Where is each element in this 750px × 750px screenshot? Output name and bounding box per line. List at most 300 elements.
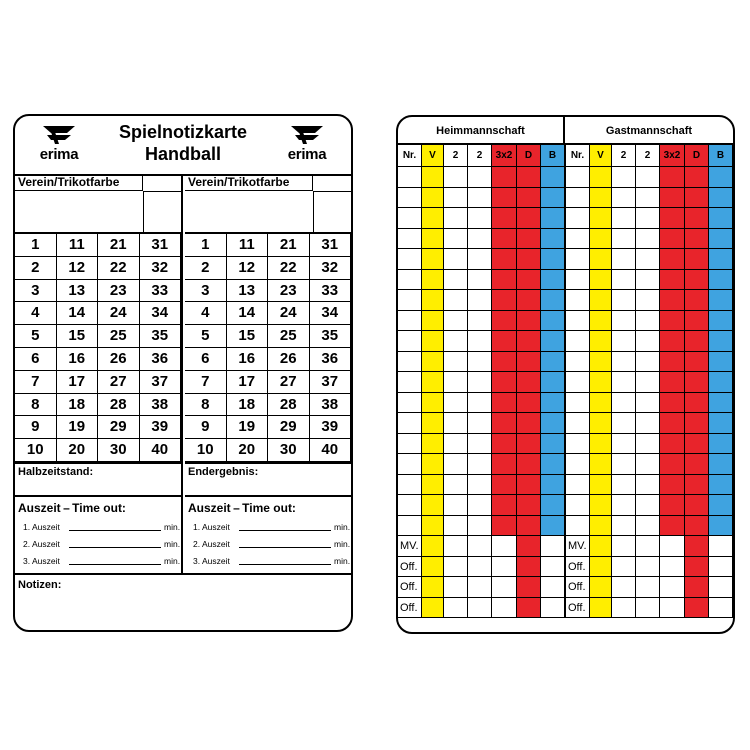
score-cell[interactable] <box>685 311 709 332</box>
score-cell[interactable] <box>612 536 636 557</box>
jersey-number[interactable]: 16 <box>227 348 269 371</box>
score-cell[interactable] <box>422 598 444 619</box>
score-cell[interactable] <box>492 454 517 475</box>
score-cell[interactable] <box>422 331 444 352</box>
score-cell[interactable] <box>636 331 660 352</box>
jersey-number[interactable]: 19 <box>57 416 99 439</box>
official-label[interactable]: Off. <box>566 557 590 578</box>
score-cell[interactable] <box>492 188 517 209</box>
score-cell[interactable] <box>709 229 733 250</box>
score-cell[interactable] <box>468 598 492 619</box>
jersey-number[interactable]: 20 <box>57 439 99 462</box>
jersey-number[interactable]: 37 <box>140 371 182 394</box>
score-cell[interactable] <box>685 372 709 393</box>
score-cell[interactable] <box>492 434 517 455</box>
jersey-number[interactable]: 30 <box>98 439 140 462</box>
jersey-number[interactable]: 32 <box>140 257 182 280</box>
jersey-number[interactable]: 24 <box>268 302 310 325</box>
score-cell[interactable] <box>566 372 590 393</box>
jersey-number[interactable]: 13 <box>227 280 269 303</box>
score-cell[interactable] <box>492 331 517 352</box>
score-cell[interactable] <box>660 270 685 291</box>
score-cell[interactable] <box>685 495 709 516</box>
score-cell[interactable] <box>398 434 422 455</box>
score-cell[interactable] <box>709 536 733 557</box>
score-cell[interactable] <box>612 557 636 578</box>
jersey-number[interactable]: 35 <box>140 325 182 348</box>
score-cell[interactable] <box>517 413 541 434</box>
score-cell[interactable] <box>517 577 541 598</box>
jersey-number[interactable]: 23 <box>98 280 140 303</box>
score-cell[interactable] <box>660 434 685 455</box>
score-cell[interactable] <box>636 249 660 270</box>
score-cell[interactable] <box>468 557 492 578</box>
jersey-number[interactable]: 6 <box>15 348 57 371</box>
score-cell[interactable] <box>541 290 565 311</box>
score-cell[interactable] <box>612 167 636 188</box>
score-cell[interactable] <box>660 249 685 270</box>
score-cell[interactable] <box>636 352 660 373</box>
jersey-number[interactable]: 11 <box>227 234 269 257</box>
score-cell[interactable] <box>566 413 590 434</box>
jersey-number[interactable]: 26 <box>268 348 310 371</box>
jersey-number[interactable]: 8 <box>15 394 57 417</box>
score-cell[interactable] <box>612 577 636 598</box>
score-cell[interactable] <box>422 208 444 229</box>
score-cell[interactable] <box>612 516 636 537</box>
score-cell[interactable] <box>612 598 636 619</box>
score-cell[interactable] <box>541 188 565 209</box>
timeout-entry-line[interactable] <box>69 530 161 531</box>
jersey-number[interactable]: 28 <box>268 394 310 417</box>
timeout-row[interactable] <box>23 556 181 570</box>
score-cell[interactable] <box>492 413 517 434</box>
score-cell[interactable] <box>541 434 565 455</box>
jersey-number[interactable]: 14 <box>227 302 269 325</box>
score-cell[interactable] <box>636 434 660 455</box>
score-cell[interactable] <box>468 434 492 455</box>
score-cell[interactable] <box>660 495 685 516</box>
score-cell[interactable] <box>398 167 422 188</box>
jersey-number[interactable]: 31 <box>310 234 352 257</box>
score-cell[interactable] <box>590 475 612 496</box>
score-cell[interactable] <box>685 577 709 598</box>
score-cell[interactable] <box>590 598 612 619</box>
score-cell[interactable] <box>636 536 660 557</box>
jersey-number[interactable]: 21 <box>98 234 140 257</box>
jersey-number[interactable]: 25 <box>98 325 140 348</box>
score-cell[interactable] <box>517 229 541 250</box>
score-cell[interactable] <box>398 372 422 393</box>
jersey-number[interactable]: 13 <box>57 280 99 303</box>
score-cell[interactable] <box>492 249 517 270</box>
score-cell[interactable] <box>492 516 517 537</box>
score-cell[interactable] <box>612 454 636 475</box>
score-cell[interactable] <box>468 372 492 393</box>
score-cell[interactable] <box>566 188 590 209</box>
jersey-number[interactable]: 1 <box>15 234 57 257</box>
score-cell[interactable] <box>541 454 565 475</box>
score-cell[interactable] <box>468 577 492 598</box>
jersey-number[interactable]: 1 <box>185 234 227 257</box>
score-cell[interactable] <box>660 167 685 188</box>
score-cell[interactable] <box>612 331 636 352</box>
official-label[interactable]: Off. <box>398 598 422 619</box>
score-cell[interactable] <box>590 352 612 373</box>
score-cell[interactable] <box>566 331 590 352</box>
score-cell[interactable] <box>517 536 541 557</box>
score-cell[interactable] <box>541 536 565 557</box>
score-cell[interactable] <box>660 536 685 557</box>
score-cell[interactable] <box>517 188 541 209</box>
score-cell[interactable] <box>492 372 517 393</box>
score-cell[interactable] <box>636 454 660 475</box>
score-cell[interactable] <box>566 516 590 537</box>
score-cell[interactable] <box>422 188 444 209</box>
score-cell[interactable] <box>709 434 733 455</box>
score-cell[interactable] <box>468 167 492 188</box>
score-cell[interactable] <box>422 352 444 373</box>
jersey-number[interactable]: 28 <box>98 394 140 417</box>
score-cell[interactable] <box>541 516 565 537</box>
jersey-number[interactable]: 3 <box>185 280 227 303</box>
official-label[interactable]: Off. <box>566 598 590 619</box>
score-cell[interactable] <box>398 208 422 229</box>
score-cell[interactable] <box>636 516 660 537</box>
score-cell[interactable] <box>612 249 636 270</box>
official-label[interactable]: Off. <box>566 577 590 598</box>
score-cell[interactable] <box>444 413 468 434</box>
jersey-number[interactable]: 39 <box>310 416 352 439</box>
timeout-entry-line[interactable] <box>239 564 331 565</box>
score-cell[interactable] <box>636 413 660 434</box>
score-cell[interactable] <box>422 249 444 270</box>
score-cell[interactable] <box>660 311 685 332</box>
score-cell[interactable] <box>492 290 517 311</box>
score-cell[interactable] <box>422 413 444 434</box>
score-cell[interactable] <box>709 393 733 414</box>
score-cell[interactable] <box>636 188 660 209</box>
jersey-number[interactable]: 8 <box>185 394 227 417</box>
score-cell[interactable] <box>566 208 590 229</box>
score-cell[interactable] <box>709 495 733 516</box>
jersey-number[interactable]: 18 <box>227 394 269 417</box>
score-cell[interactable] <box>685 475 709 496</box>
score-cell[interactable] <box>566 270 590 291</box>
score-cell[interactable] <box>517 331 541 352</box>
timeout-row[interactable] <box>23 539 181 553</box>
score-cell[interactable] <box>468 536 492 557</box>
jersey-number[interactable]: 15 <box>227 325 269 348</box>
notes-section[interactable] <box>15 573 351 632</box>
score-cell[interactable] <box>541 557 565 578</box>
score-cell[interactable] <box>422 536 444 557</box>
jersey-number[interactable]: 24 <box>98 302 140 325</box>
score-cell[interactable] <box>709 577 733 598</box>
score-cell[interactable] <box>541 372 565 393</box>
jersey-number[interactable]: 20 <box>227 439 269 462</box>
jersey-number[interactable]: 33 <box>310 280 352 303</box>
score-cell[interactable] <box>422 393 444 414</box>
score-cell[interactable] <box>517 475 541 496</box>
score-cell[interactable] <box>492 557 517 578</box>
score-cell[interactable] <box>590 208 612 229</box>
score-cell[interactable] <box>444 311 468 332</box>
score-cell[interactable] <box>444 331 468 352</box>
score-cell[interactable] <box>517 372 541 393</box>
score-cell[interactable] <box>517 434 541 455</box>
jersey-number[interactable]: 27 <box>98 371 140 394</box>
score-cell[interactable] <box>636 475 660 496</box>
jersey-number[interactable]: 36 <box>140 348 182 371</box>
score-cell[interactable] <box>590 557 612 578</box>
jersey-number[interactable]: 9 <box>185 416 227 439</box>
score-cell[interactable] <box>444 495 468 516</box>
score-cell[interactable] <box>468 290 492 311</box>
score-cell[interactable] <box>468 454 492 475</box>
score-cell[interactable] <box>444 393 468 414</box>
score-cell[interactable] <box>685 270 709 291</box>
score-cell[interactable] <box>590 311 612 332</box>
score-cell[interactable] <box>709 188 733 209</box>
score-cell[interactable] <box>590 577 612 598</box>
jersey-number[interactable]: 30 <box>268 439 310 462</box>
score-cell[interactable] <box>660 413 685 434</box>
jersey-number[interactable]: 38 <box>310 394 352 417</box>
score-cell[interactable] <box>660 393 685 414</box>
score-cell[interactable] <box>398 311 422 332</box>
score-cell[interactable] <box>612 208 636 229</box>
score-cell[interactable] <box>444 577 468 598</box>
score-cell[interactable] <box>444 475 468 496</box>
score-cell[interactable] <box>398 475 422 496</box>
official-label[interactable]: Off. <box>398 577 422 598</box>
score-cell[interactable] <box>660 516 685 537</box>
score-cell[interactable] <box>517 167 541 188</box>
score-cell[interactable] <box>468 270 492 291</box>
timeout-row[interactable] <box>23 522 181 536</box>
jersey-number[interactable]: 11 <box>57 234 99 257</box>
score-cell[interactable] <box>398 290 422 311</box>
score-cell[interactable] <box>566 434 590 455</box>
score-cell[interactable] <box>398 249 422 270</box>
score-cell[interactable] <box>709 372 733 393</box>
score-cell[interactable] <box>709 249 733 270</box>
score-cell[interactable] <box>398 413 422 434</box>
official-label[interactable]: MV. <box>566 536 590 557</box>
score-cell[interactable] <box>492 598 517 619</box>
score-cell[interactable] <box>541 495 565 516</box>
score-cell[interactable] <box>444 516 468 537</box>
score-cell[interactable] <box>566 352 590 373</box>
score-cell[interactable] <box>590 413 612 434</box>
score-cell[interactable] <box>444 352 468 373</box>
score-cell[interactable] <box>468 495 492 516</box>
score-cell[interactable] <box>636 495 660 516</box>
jersey-number[interactable]: 22 <box>268 257 310 280</box>
score-cell[interactable] <box>398 270 422 291</box>
timeout-entry-line[interactable] <box>69 547 161 548</box>
score-cell[interactable] <box>422 270 444 291</box>
score-cell[interactable] <box>444 188 468 209</box>
score-cell[interactable] <box>541 598 565 619</box>
score-cell[interactable] <box>444 454 468 475</box>
jersey-number[interactable]: 7 <box>15 371 57 394</box>
score-cell[interactable] <box>492 495 517 516</box>
score-cell[interactable] <box>422 557 444 578</box>
score-cell[interactable] <box>709 331 733 352</box>
score-cell[interactable] <box>517 557 541 578</box>
jersey-number[interactable]: 26 <box>98 348 140 371</box>
score-cell[interactable] <box>444 167 468 188</box>
score-cell[interactable] <box>590 331 612 352</box>
jersey-number[interactable]: 9 <box>15 416 57 439</box>
score-cell[interactable] <box>685 454 709 475</box>
timeout-entry-line[interactable] <box>69 564 161 565</box>
score-cell[interactable] <box>541 577 565 598</box>
jersey-number[interactable]: 33 <box>140 280 182 303</box>
score-cell[interactable] <box>636 167 660 188</box>
score-cell[interactable] <box>612 188 636 209</box>
score-cell[interactable] <box>660 290 685 311</box>
score-cell[interactable] <box>398 393 422 414</box>
jersey-number[interactable]: 10 <box>15 439 57 462</box>
score-cell[interactable] <box>612 270 636 291</box>
jersey-number[interactable]: 25 <box>268 325 310 348</box>
score-cell[interactable] <box>517 352 541 373</box>
score-cell[interactable] <box>541 249 565 270</box>
jersey-number[interactable]: 2 <box>185 257 227 280</box>
score-cell[interactable] <box>468 413 492 434</box>
score-cell[interactable] <box>590 454 612 475</box>
score-cell[interactable] <box>660 188 685 209</box>
score-cell[interactable] <box>444 208 468 229</box>
score-cell[interactable] <box>685 229 709 250</box>
score-cell[interactable] <box>444 372 468 393</box>
score-cell[interactable] <box>492 270 517 291</box>
score-cell[interactable] <box>566 475 590 496</box>
score-cell[interactable] <box>660 598 685 619</box>
jersey-number[interactable]: 6 <box>185 348 227 371</box>
score-cell[interactable] <box>590 516 612 537</box>
score-cell[interactable] <box>685 536 709 557</box>
score-cell[interactable] <box>541 331 565 352</box>
jersey-number[interactable]: 40 <box>310 439 352 462</box>
score-cell[interactable] <box>422 434 444 455</box>
score-cell[interactable] <box>468 208 492 229</box>
score-cell[interactable] <box>398 188 422 209</box>
score-cell[interactable] <box>492 229 517 250</box>
score-cell[interactable] <box>709 208 733 229</box>
score-cell[interactable] <box>468 249 492 270</box>
score-cell[interactable] <box>636 577 660 598</box>
score-cell[interactable] <box>709 290 733 311</box>
score-cell[interactable] <box>398 229 422 250</box>
score-cell[interactable] <box>422 454 444 475</box>
score-cell[interactable] <box>422 516 444 537</box>
score-cell[interactable] <box>709 557 733 578</box>
score-cell[interactable] <box>685 413 709 434</box>
jersey-number[interactable]: 7 <box>185 371 227 394</box>
score-cell[interactable] <box>492 475 517 496</box>
jersey-number[interactable]: 29 <box>98 416 140 439</box>
score-cell[interactable] <box>685 516 709 537</box>
jersey-number[interactable]: 5 <box>185 325 227 348</box>
score-cell[interactable] <box>685 290 709 311</box>
score-cell[interactable] <box>590 372 612 393</box>
score-cell[interactable] <box>444 536 468 557</box>
score-cell[interactable] <box>612 352 636 373</box>
jersey-number[interactable]: 23 <box>268 280 310 303</box>
score-cell[interactable] <box>492 536 517 557</box>
score-cell[interactable] <box>541 475 565 496</box>
score-cell[interactable] <box>590 229 612 250</box>
score-cell[interactable] <box>422 229 444 250</box>
score-cell[interactable] <box>660 229 685 250</box>
score-cell[interactable] <box>660 352 685 373</box>
score-cell[interactable] <box>685 249 709 270</box>
score-cell[interactable] <box>566 393 590 414</box>
jersey-number[interactable]: 32 <box>310 257 352 280</box>
score-cell[interactable] <box>612 413 636 434</box>
score-cell[interactable] <box>398 352 422 373</box>
score-cell[interactable] <box>422 577 444 598</box>
score-cell[interactable] <box>612 372 636 393</box>
timeout-row[interactable] <box>193 539 351 553</box>
score-cell[interactable] <box>517 249 541 270</box>
jersey-number[interactable]: 5 <box>15 325 57 348</box>
score-cell[interactable] <box>422 311 444 332</box>
jersey-number[interactable]: 4 <box>15 302 57 325</box>
score-cell[interactable] <box>468 393 492 414</box>
score-cell[interactable] <box>590 188 612 209</box>
score-cell[interactable] <box>444 598 468 619</box>
score-cell[interactable] <box>660 331 685 352</box>
jersey-number[interactable]: 29 <box>268 416 310 439</box>
score-cell[interactable] <box>468 188 492 209</box>
score-cell[interactable] <box>636 372 660 393</box>
jersey-number[interactable]: 19 <box>227 416 269 439</box>
team-name-field[interactable] <box>185 191 351 234</box>
score-cell[interactable] <box>422 475 444 496</box>
jersey-number[interactable]: 38 <box>140 394 182 417</box>
score-cell[interactable] <box>422 167 444 188</box>
score-cell[interactable] <box>636 270 660 291</box>
score-cell[interactable] <box>709 352 733 373</box>
score-cell[interactable] <box>660 475 685 496</box>
score-cell[interactable] <box>444 249 468 270</box>
jersey-number[interactable]: 34 <box>310 302 352 325</box>
score-cell[interactable] <box>685 434 709 455</box>
score-cell[interactable] <box>492 167 517 188</box>
score-cell[interactable] <box>709 413 733 434</box>
score-cell[interactable] <box>709 167 733 188</box>
jersey-number[interactable]: 12 <box>57 257 99 280</box>
score-cell[interactable] <box>590 249 612 270</box>
score-cell[interactable] <box>590 495 612 516</box>
score-cell[interactable] <box>612 229 636 250</box>
score-cell[interactable] <box>709 516 733 537</box>
score-cell[interactable] <box>612 475 636 496</box>
score-cell[interactable] <box>517 598 541 619</box>
score-cell[interactable] <box>636 598 660 619</box>
score-cell[interactable] <box>566 229 590 250</box>
score-cell[interactable] <box>566 495 590 516</box>
timeout-entry-line[interactable] <box>239 547 331 548</box>
score-cell[interactable] <box>492 208 517 229</box>
score-cell[interactable] <box>590 393 612 414</box>
jersey-number[interactable]: 15 <box>57 325 99 348</box>
